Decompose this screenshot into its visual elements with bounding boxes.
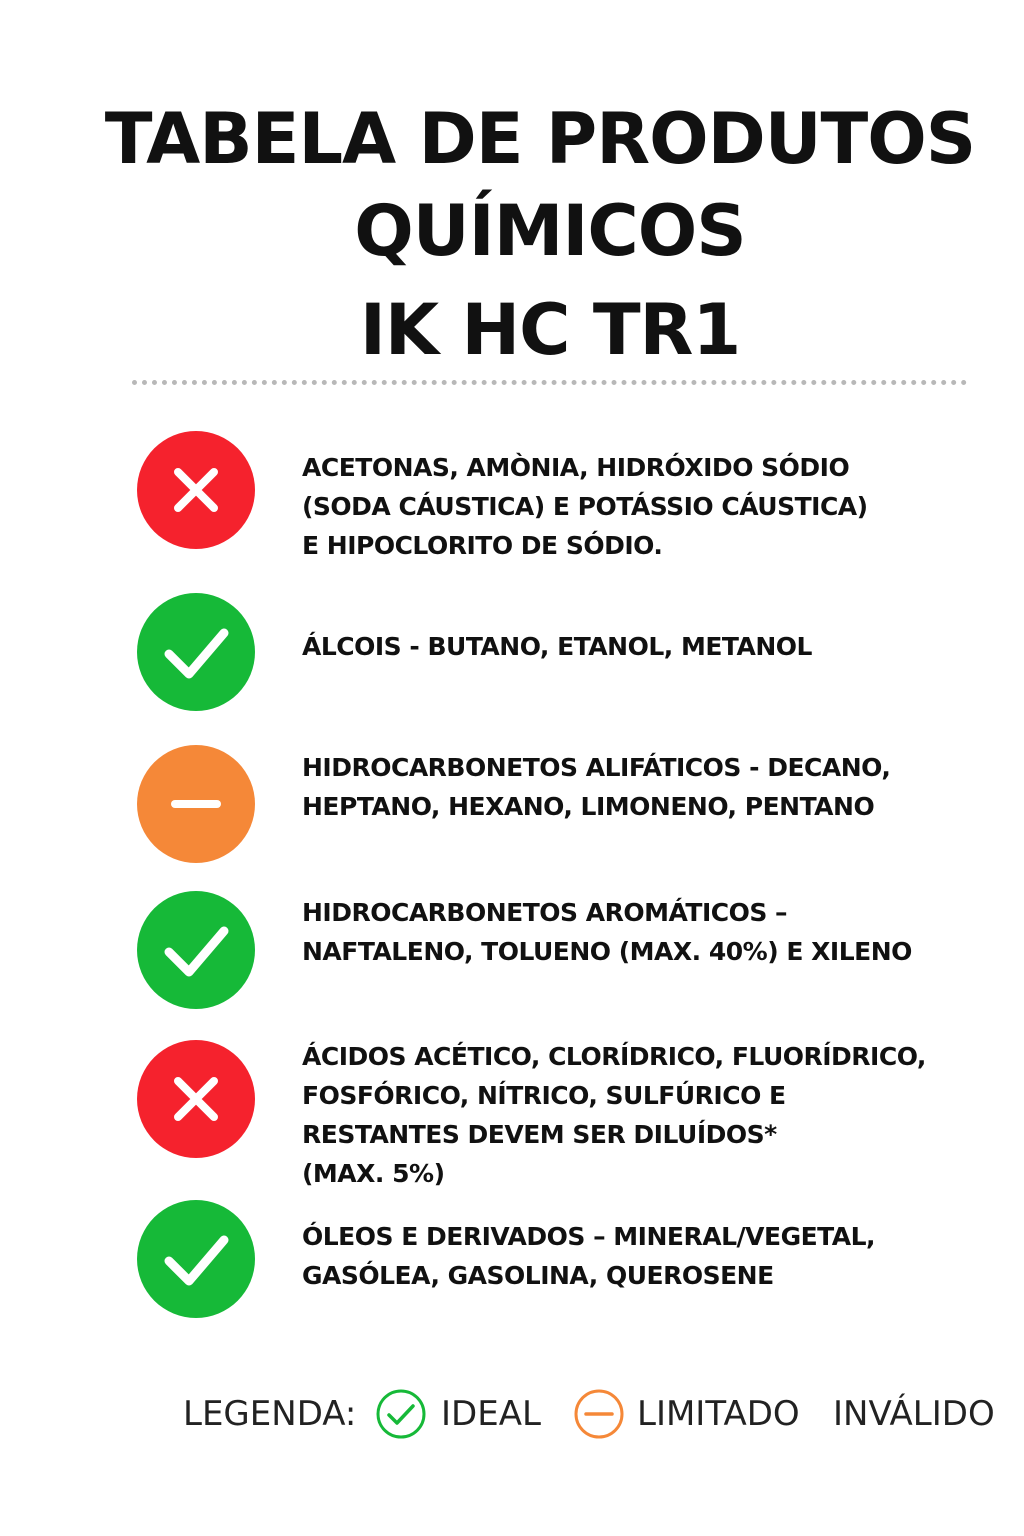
legend-label: LEGENDA: (183, 1394, 357, 1434)
x-icon (137, 431, 255, 549)
text-line: GASÓLEA, GASOLINA, QUEROSENE (302, 1261, 774, 1290)
check-circle-outline-icon (375, 1388, 427, 1440)
check-icon (137, 593, 255, 711)
text-line: ACETONAS, AMÒNIA, HIDRÓXIDO SÓDIO (302, 453, 850, 482)
text-line: ÁLCOIS - BUTANO, ETANOL, METANOL (302, 632, 812, 661)
page-title-line-2: QUÍMICOS (354, 190, 746, 272)
text-line: HEPTANO, HEXANO, LIMONENO, PENTANO (302, 792, 875, 821)
dotted-divider (132, 380, 967, 385)
text-line: HIDROCARBONETOS ALIFÁTICOS - DECANO, (302, 753, 891, 782)
check-icon (137, 1200, 255, 1318)
check-icon (137, 891, 255, 1009)
text-line: RESTANTES DEVEM SER DILUÍDOS* (302, 1120, 777, 1149)
text-line: (SODA CÁUSTICA) E POTÁSSIO CÁUSTICA) (302, 492, 868, 521)
chemical-row-text (302, 748, 1002, 826)
minus-icon (137, 745, 255, 863)
chemical-row-text (302, 893, 1002, 971)
text-line: FOSFÓRICO, NÍTRICO, SULFÚRICO E (302, 1081, 786, 1110)
page-title: TABELA DE PRODUTOS (104, 98, 976, 180)
chemical-row-text (302, 1037, 1002, 1193)
chemical-row-text (302, 627, 1002, 666)
text-line: E HIPOCLORITO DE SÓDIO. (302, 531, 663, 560)
chemical-row-text (302, 448, 1002, 565)
text-line: ÓLEOS E DERIVADOS – MINERAL/VEGETAL, (302, 1222, 876, 1251)
chemical-row-text (302, 1217, 1002, 1295)
legend-ideal-label: IDEAL (441, 1394, 541, 1434)
product-code: IK HC TR1 (359, 289, 741, 371)
text-line: (MAX. 5%) (302, 1159, 445, 1188)
text-line: NAFTALENO, TOLUENO (MAX. 40%) E XILENO (302, 937, 912, 966)
legend-limited-label: LIMITADO (637, 1394, 800, 1434)
x-icon (137, 1040, 255, 1158)
legend-invalid-label: INVÁLIDO (833, 1394, 995, 1434)
text-line: ÁCIDOS ACÉTICO, CLORÍDRICO, FLUORÍDRICO, (302, 1042, 926, 1071)
minus-circle-outline-icon (573, 1388, 625, 1440)
text-line: HIDROCARBONETOS AROMÁTICOS – (302, 898, 788, 927)
